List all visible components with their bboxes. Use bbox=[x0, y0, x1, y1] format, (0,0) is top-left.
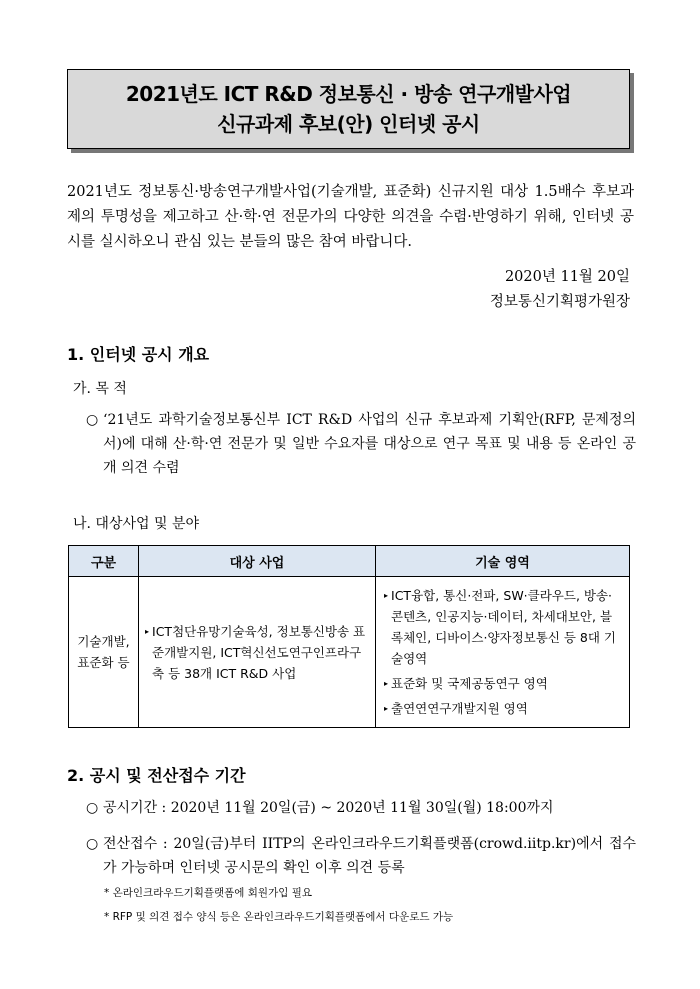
list-item bbox=[384, 585, 621, 669]
title-line-1: 2021년도 ICT R&D 정보통신 · 방송 연구개발사업 bbox=[125, 82, 572, 106]
signer: 정보통신기획평가원장 bbox=[489, 294, 630, 310]
table-header-area: 기술 영역 bbox=[376, 546, 630, 577]
purpose-paragraph bbox=[86, 408, 636, 480]
triangle-bullet-icon: ▸ bbox=[384, 591, 389, 600]
period-paragraph bbox=[86, 796, 636, 820]
target-subheading: 나. 대상사업 및 분야 bbox=[73, 516, 199, 532]
programs-text: ICT첨단유망기술육성, 정보통신방송 표준개발지원, ICT혁신선도연구인프라구축 등 38개 ICT R&D 사업 bbox=[152, 623, 366, 681]
title-line-2: 신규과제 후보(안) 인터넷 공시 bbox=[217, 112, 480, 136]
purpose-subheading: 가. 목 적 bbox=[73, 381, 127, 397]
triangle-bullet-icon: ▸ bbox=[384, 679, 389, 688]
table-cell-areas bbox=[376, 577, 630, 728]
submission-paragraph bbox=[86, 832, 636, 880]
circle-bullet-icon: ○ bbox=[86, 836, 99, 852]
submission-text: 전산접수 : 20일(금)부터 IITP의 온라인크라우드기획플랫폼(crowd.iitp.kr)에서 접수가 가능하며 인터넷 공시문의 확인 이후 의견 등록 bbox=[103, 836, 636, 876]
table-header-row bbox=[69, 546, 630, 577]
target-table bbox=[68, 545, 630, 728]
list-item bbox=[384, 673, 621, 694]
period-text: 공시기간 : 2020년 11월 20일(금) ~ 2020년 11월 30일(월) 18:00까지 bbox=[103, 800, 554, 816]
section-2-heading: 2. 공시 및 전산접수 기간 bbox=[67, 766, 246, 785]
triangle-bullet-icon: ▸ bbox=[384, 704, 389, 713]
table-cell-category: 기술개발, 표준화 등 bbox=[69, 577, 139, 728]
circle-bullet-icon: ○ bbox=[86, 800, 99, 816]
area-text: ICT융합, 통신·전파, SW·클라우드, 방송·콘텐츠, 인공지능·데이터, 차세대보안, 블록체인, 디바이스·양자정보통신 등 8대 기술영역 bbox=[391, 588, 617, 666]
purpose-text: ‘21년도 과학기술정보통신부 ICT R&D 사업의 신규 후보과제 기획안(RFP, 문제정의서)에 대해 산·학·연 전문가 및 일반 수요자를 대상으로 연구 목표 및 내용 등 온라인 공개 의견 수렴 bbox=[103, 412, 636, 476]
list-item bbox=[384, 698, 621, 719]
note-download: * RFP 및 의견 접수 양식 등은 온라인크라우드기획플랫폼에서 다운로드 가능 bbox=[104, 911, 454, 923]
intro-paragraph: 2021년도 정보통신·방송연구개발사업(기술개발, 표준화) 신규지원 대상 1.5배수 후보과제의 투명성을 제고하고 산·학·연 전문가의 다양한 의견을 수렴·반영하기 위해, 인터넷 공시를 실시하오니 관심 있는 분들의 많은 참여 바랍니다. bbox=[67, 184, 634, 250]
table-row bbox=[69, 577, 630, 728]
area-text: 표준화 및 국제공동연구 영역 bbox=[391, 676, 548, 691]
triangle-bullet-icon: ▸ bbox=[145, 626, 150, 636]
section-1-heading: 1. 인터넷 공시 개요 bbox=[67, 345, 210, 364]
table-header-program: 대상 사업 bbox=[139, 546, 376, 577]
title-box bbox=[67, 69, 630, 149]
area-text: 출연연연구개발지원 영역 bbox=[391, 701, 528, 716]
circle-bullet-icon: ○ bbox=[86, 412, 99, 428]
table-header-category: 구분 bbox=[69, 546, 139, 577]
note-signup: * 온라인크라우드기획플랫폼에 회원가입 필요 bbox=[104, 887, 312, 899]
table-cell-programs bbox=[139, 577, 376, 728]
announcement-date: 2020년 11월 20일 bbox=[504, 269, 630, 285]
